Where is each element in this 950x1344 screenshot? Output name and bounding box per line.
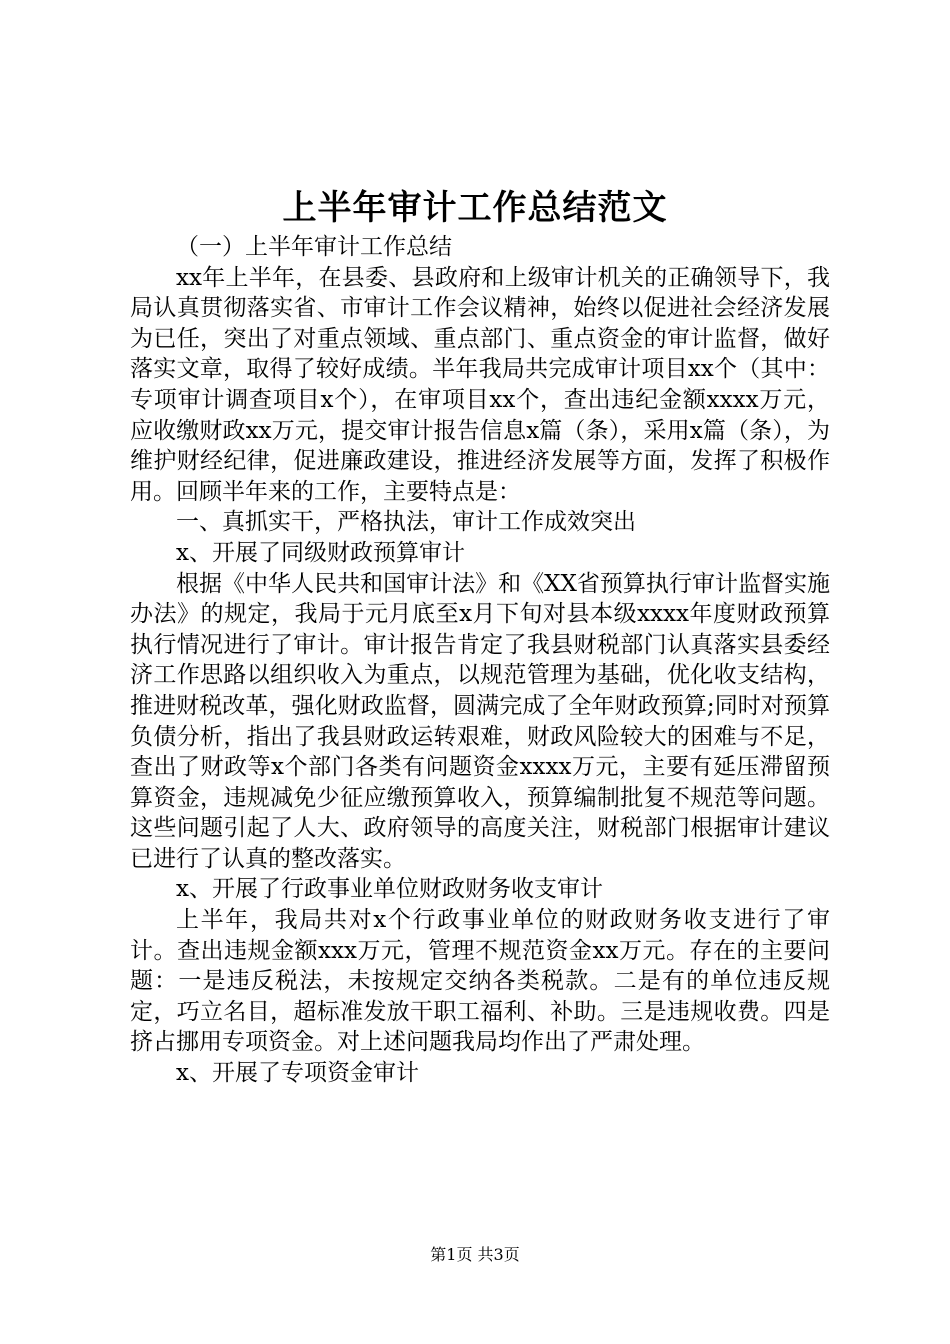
section-heading: 一、真抓实干，严格执法，审计工作成效突出 bbox=[176, 509, 636, 536]
paragraph: 上半年，我局共对x个行政事业单位的财政财务收支进行了审计。查出违规金额xxx万元，管理不规范资金xx万元。存在的主要问题：一是违反税法，未按规定交纳各类税款。二是有的单位违反规定，巧立名目，超标准发放干职工福利、补助。三是违规收费。四是挤占挪用专项资金。对上述问题我局均作出了严肃处理。 bbox=[130, 907, 830, 1056]
subsection-heading: x、开展了专项资金审计 bbox=[176, 1060, 419, 1087]
paragraph: xx年上半年，在县委、县政府和上级审计机关的正确领导下，我局认真贯彻落实省、市审计工作会议精神，始终以促进社会经济发展为已任，突出了对重点领域、重点部门、重点资金的审计监督，做好落实文章，取得了较好成绩。半年我局共完成审计项目xx个（其中：专项审计调查项目x个），在审项目xx个，查出违纪金额xxxx万元，应收缴财政xx万元，提交审计报告信息x篇（条），采用x篇（条），为维护财经纪律，促进廉政建设，推进经济发展等方面，发挥了积极作用。回顾半年来的工作，主要特点是： bbox=[130, 264, 830, 505]
subsection-heading: x、开展了行政事业单位财政财务收支审计 bbox=[176, 876, 603, 903]
document-title: 上半年审计工作总结范文 bbox=[282, 188, 668, 228]
section-heading: （一）上半年审计工作总结 bbox=[176, 234, 452, 260]
subsection-heading: x、开展了同级财政预算审计 bbox=[176, 539, 465, 566]
paragraph: 根据《中华人民共和国审计法》和《XX省预算执行审计监督实施办法》的规定，我局于元月底至x月下旬对县本级xxxx年度财政预算执行情况进行了审计。审计报告肯定了我县财税部门认真落实县委经济工作思路以组织收入为重点，以规范管理为基础，优化收支结构，推进财税改革，强化财政监督，圆满完成了全年财政预算;同时对预算负债分析，指出了我县财政运转艰难，财政风险较大的困难与不足，查出了财政等x个部门各类有问题资金xxxx万元，主要有延压滞留预算资金，违规减免少征应缴预算收入，预算编制批复不规范等问题。这些问题引起了人大、政府领导的高度关注，财税部门根据审计建议已进行了认真的整改落实。 bbox=[130, 570, 830, 872]
document-body bbox=[130, 232, 830, 1089]
page-footer: 第1页 共3页 bbox=[430, 1245, 520, 1264]
